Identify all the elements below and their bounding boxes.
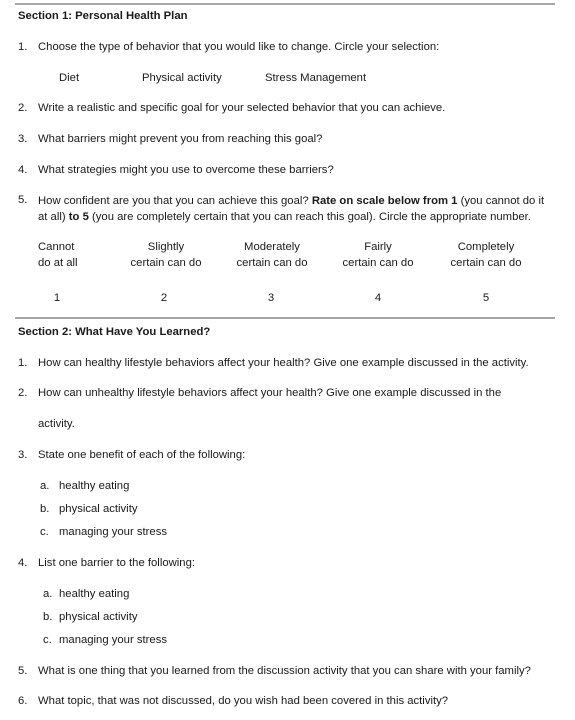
s2-q1-number: 1. bbox=[18, 357, 28, 369]
s2-q4-item-c-text: managing your stress bbox=[59, 634, 167, 646]
scale-label-3-line1: Moderately bbox=[244, 241, 300, 253]
s2-q3-item-b-letter: b. bbox=[40, 503, 50, 515]
scale-value-5[interactable]: 5 bbox=[482, 292, 490, 304]
s1-q3-number: 3. bbox=[18, 133, 28, 145]
s2-q3-item-c-letter: c. bbox=[40, 526, 49, 538]
scale-label-1-line2: do at all bbox=[38, 257, 78, 269]
option-diet[interactable]: Diet bbox=[59, 72, 80, 84]
scale-label-5-line2: certain can do bbox=[450, 257, 522, 269]
s2-q2-number: 2. bbox=[18, 387, 28, 399]
s1-q4-text: What strategies might you use to overcome these barriers? bbox=[38, 164, 334, 176]
s2-q3-item-a-letter: a. bbox=[40, 480, 50, 492]
s1-q5-text bbox=[38, 193, 553, 225]
s1-q1-text: Choose the type of behavior that you would like to change. Circle your selection: bbox=[38, 41, 440, 53]
s2-q5-text: What is one thing that you learned from the discussion activity that you can share with your family? bbox=[38, 665, 531, 677]
scale-label-4-line1: Fairly bbox=[364, 241, 392, 253]
s2-q4-item-a-letter: a. bbox=[43, 588, 53, 600]
scale-label-2-line1: Slightly bbox=[147, 241, 185, 253]
s1-q1-number: 1. bbox=[18, 41, 28, 53]
s1-q5-number: 5. bbox=[18, 194, 28, 206]
s1-q3-text: What barriers might prevent you from reaching this goal? bbox=[38, 133, 323, 145]
s2-q6-number: 6. bbox=[18, 695, 28, 707]
q5-bold-range-end: to 5 bbox=[68, 211, 89, 223]
s1-q2-number: 2. bbox=[18, 102, 28, 114]
s2-q2-continuation: activity. bbox=[38, 418, 75, 430]
s2-q3-item-c-text: managing your stress bbox=[59, 526, 167, 538]
q5-text-part1: How confident are you that you can achieve this goal? bbox=[38, 195, 312, 207]
s2-q4-item-c-letter: c. bbox=[43, 634, 52, 646]
s2-q3-number: 3. bbox=[18, 449, 28, 461]
option-physical-activity[interactable]: Physical activity bbox=[142, 72, 222, 84]
q5-text-part3: (you are completely certain that you can reach this goal). Circle the appropriate number. bbox=[88, 211, 531, 223]
q5-bold-range-start: Rate on scale below from 1 bbox=[311, 195, 458, 207]
top-divider bbox=[15, 3, 555, 5]
s2-q4-item-b-text: physical activity bbox=[59, 611, 138, 623]
s2-q4-number: 4. bbox=[18, 557, 28, 569]
s2-q4-item-b-letter: b. bbox=[43, 611, 53, 623]
s2-q3-text: State one benefit of each of the following: bbox=[38, 449, 246, 461]
section1-title: Section 1: Personal Health Plan bbox=[18, 10, 188, 22]
scale-label-5-line1: Completely bbox=[457, 241, 515, 253]
scale-value-1[interactable]: 1 bbox=[53, 292, 61, 304]
s2-q4-text: List one barrier to the following: bbox=[38, 557, 195, 569]
scale-label-3-line2: certain can do bbox=[236, 257, 308, 269]
scale-value-3[interactable]: 3 bbox=[267, 292, 275, 304]
scale-label-2-line2: certain can do bbox=[130, 257, 202, 269]
scale-value-4[interactable]: 4 bbox=[374, 292, 382, 304]
scale-value-2[interactable]: 2 bbox=[160, 292, 168, 304]
s2-q1-text: How can healthy lifestyle behaviors affect your health? Give one example discussed in the activity. bbox=[38, 357, 529, 369]
scale-label-1-line1: Cannot bbox=[38, 241, 75, 253]
section2-title: Section 2: What Have You Learned? bbox=[18, 326, 211, 338]
s2-q5-number: 5. bbox=[18, 665, 28, 677]
s2-q3-item-b-text: physical activity bbox=[59, 503, 138, 515]
s2-q2-text: How can unhealthy lifestyle behaviors affect your health? Give one example discussed in the bbox=[38, 387, 502, 399]
s2-q3-item-a-text: healthy eating bbox=[59, 480, 130, 492]
s1-q4-number: 4. bbox=[18, 164, 28, 176]
s2-q4-item-a-text: healthy eating bbox=[59, 588, 130, 600]
option-stress-management[interactable]: Stress Management bbox=[265, 72, 367, 84]
scale-label-4-line2: certain can do bbox=[342, 257, 414, 269]
s2-q6-text: What topic, that was not discussed, do you wish had been covered in this activity? bbox=[38, 695, 449, 707]
section-divider bbox=[15, 317, 555, 319]
s1-q2-text: Write a realistic and specific goal for your selected behavior that you can achieve. bbox=[38, 102, 446, 114]
q5-text-part2: (you cannot do it at all) bbox=[38, 195, 545, 223]
